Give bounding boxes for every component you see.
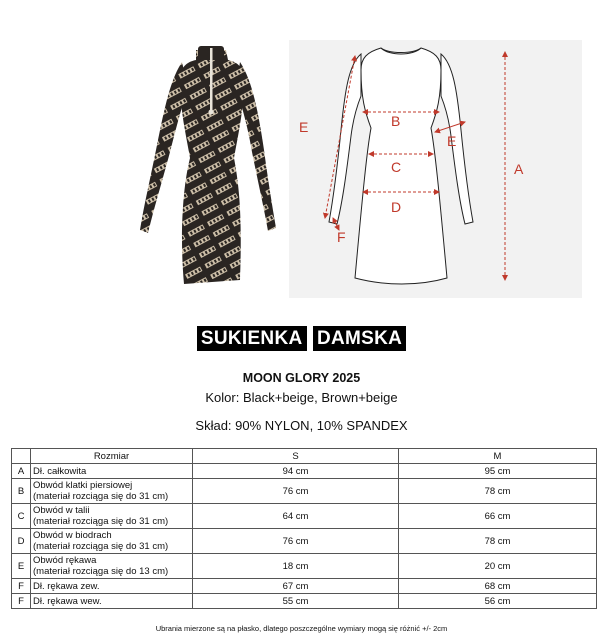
row-measurement-name [31, 554, 193, 579]
cell-size-s: 64 cm [193, 504, 399, 529]
table-row [12, 579, 597, 594]
label-e-right: E [447, 133, 457, 149]
composition-info: Skład: 90% NYLON, 10% SPANDEX [195, 418, 408, 433]
row-name-text: Dł. rękawa zew. [33, 580, 100, 592]
cell-size-s: 76 cm [193, 479, 399, 504]
cell-size-s: 76 cm [193, 529, 399, 554]
table-row [12, 479, 597, 504]
label-d: D [391, 199, 402, 215]
product-name: MOON GLORY 2025 [242, 371, 361, 385]
label-c: C [391, 159, 402, 175]
row-measurement-name [31, 464, 193, 479]
header-key [12, 449, 31, 464]
product-photo [134, 40, 288, 298]
row-name-text: Dł. całkowita [33, 465, 87, 477]
cell-size-m: 68 cm [399, 579, 597, 594]
cell-size-s: 67 cm [193, 579, 399, 594]
cell-size-m: 20 cm [399, 554, 597, 579]
row-measurement-name [31, 594, 193, 609]
row-key: B [12, 479, 31, 504]
cell-size-m: 66 cm [399, 504, 597, 529]
title-word-1: SUKIENKA [197, 326, 307, 351]
cell-size-m: 56 cm [399, 594, 597, 609]
table-row [12, 504, 597, 529]
measurement-note: Ubrania mierzone są na płasko, dlatego poszczególne wymiary mogą się różnić +/- 2cm [155, 624, 448, 633]
row-name-text: Obwód w biodrach [33, 530, 112, 541]
row-name-note: (materiał rozciąga się do 31 cm) [33, 491, 169, 502]
row-key: C [12, 504, 31, 529]
row-key: D [12, 529, 31, 554]
row-key: F [12, 594, 31, 609]
row-name-text: Dł. rękawa wew. [33, 595, 102, 607]
row-name-text: Obwód w talii [33, 505, 90, 516]
row-measurement-name [31, 479, 193, 504]
label-f: F [337, 229, 346, 245]
technical-sketch [289, 40, 582, 298]
table-header-row [12, 449, 597, 464]
row-name-text: Obwód rękawa [33, 555, 97, 566]
row-name-note: (materiał rozciąga się do 31 cm) [33, 516, 169, 527]
table-row [12, 554, 597, 579]
row-measurement-name [31, 529, 193, 554]
color-info: Kolor: Black+beige, Brown+beige [205, 390, 398, 405]
cell-size-m: 95 cm [399, 464, 597, 479]
row-key: F [12, 579, 31, 594]
table-row [12, 529, 597, 554]
title-word-2: DAMSKA [313, 326, 406, 351]
cell-size-m: 78 cm [399, 529, 597, 554]
table-row [12, 464, 597, 479]
cell-size-s: 55 cm [193, 594, 399, 609]
row-measurement-name [31, 579, 193, 594]
cell-size-m: 78 cm [399, 479, 597, 504]
row-name-note: (materiał rozciąga się do 13 cm) [33, 566, 169, 577]
label-a: A [514, 161, 524, 177]
header-size-label: Rozmiar [31, 449, 193, 464]
row-key: A [12, 464, 31, 479]
row-name-text: Obwód klatki piersiowej [33, 480, 133, 491]
size-table [11, 448, 597, 609]
cell-size-s: 18 cm [193, 554, 399, 579]
row-measurement-name [31, 504, 193, 529]
label-b: B [391, 113, 401, 129]
row-key: E [12, 554, 31, 579]
table-row [12, 594, 597, 609]
label-e-left: E [299, 119, 309, 135]
page-title [0, 326, 603, 351]
header-size-m: M [399, 449, 597, 464]
cell-size-s: 94 cm [193, 464, 399, 479]
header-size-s: S [193, 449, 399, 464]
row-name-note: (materiał rozciąga się do 31 cm) [33, 541, 169, 552]
